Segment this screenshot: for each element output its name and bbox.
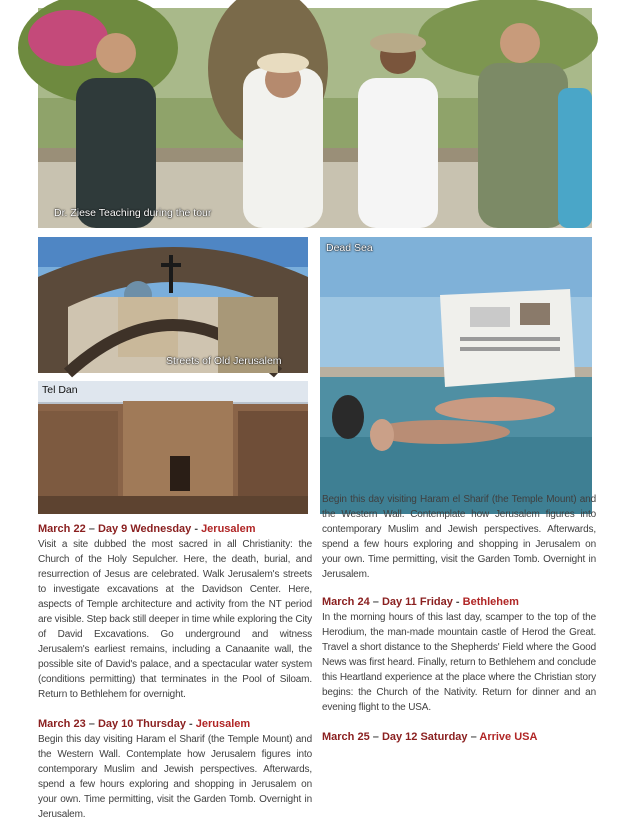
day-label: Day 12 Saturday [381,731,468,743]
photo-dead-sea [320,237,592,514]
day-description: Begin this day visiting Haram el Sharif (the Temple Mount) and the Western Wall. Contemplate how Jerusalem figures into contemporary Muslim and Jewish perspectives. Afterwards, spend a few hours exploring and shopping in Jerusalem on your own. Time permitting, visit the Garden Tomb. Overnight in Jerusalem. [322,494,596,580]
day-heading: March 24 – Day 11 Friday - Bethlehem [322,596,519,608]
photo-caption-old-jerusalem: Streets of Old Jerusalem [166,355,282,367]
photo-old-jerusalem [38,237,308,373]
photo-caption-dead-sea: Dead Sea [326,242,373,254]
day-place: Jerusalem [195,718,251,730]
photo-tel-dan [38,381,308,514]
photo-caption-top: Dr. Ziese Teaching during the tour [54,207,212,219]
day-description: In the morning hours of this last day, scamper to the top of the Herodium, the man-made mountain castle of Herod the Great. Travel a short distance to the Shepherds' Field where the Good News was first heard. Finally, return to Bethlehem and conclude this Heartland experience at the place where the Christian story begins: the Church of the Nativity. Return for dinner and an evening flight to the USA. [322,612,596,713]
day-date: March 22 [38,523,86,535]
day-description: Visit a site dubbed the most sacred in all Christianity: the Church of the Holy Sepulcher. Here, the death, burial, and resurrection of Jesus are celebrated. Walk Jerusalem's streets to investigate excavations at the Davidson Center. Here, aspects of Temple architecture and activity from the NT period are visible. Step back still deeper in time while exploring the City of David Excavations. Go underground and witness Jerusalem's earliest remains, including a Canaanite wall, the possible site of David's palace, and a spectacular water system (conditions permitting) that terminates in the Pool of Siloam. Return to Bethlehem for overnight. [38,539,312,700]
day-label: Day 11 Friday [381,596,453,608]
day-date: March 24 [322,596,370,608]
day-heading: March 25 – Day 12 Saturday – Arrive USA [322,731,538,743]
day-label: Day 10 Thursday [97,718,186,730]
day-description-continued [322,494,596,582]
day-description: Begin this day visiting Haram el Sharif (the Temple Mount) and the Western Wall. Contemplate how Jerusalem figures into contemporary Muslim and Jewish perspectives. Afterwards, spend a few hours exploring and shopping in Jerusalem on your own. Time permitting, visit the Garden Tomb. Overnight in Jerusalem. [38,734,312,820]
day-place: Arrive USA [479,731,538,743]
day-heading: March 22 – Day 9 Wednesday - Jerusalem [38,523,256,535]
day-place: Jerusalem [201,523,256,535]
itinerary-column-right [322,494,596,745]
day-date: March 23 [38,718,86,730]
day-heading: March 23 – Day 10 Thursday - Jerusalem [38,718,251,730]
itinerary-column-left [38,522,312,820]
day-date: March 25 [322,731,370,743]
photo-tour-group [38,8,592,228]
day-label: Day 9 Wednesday [97,523,192,535]
photo-caption-tel-dan: Tel Dan [42,384,78,396]
day-place: Bethlehem [462,596,519,608]
